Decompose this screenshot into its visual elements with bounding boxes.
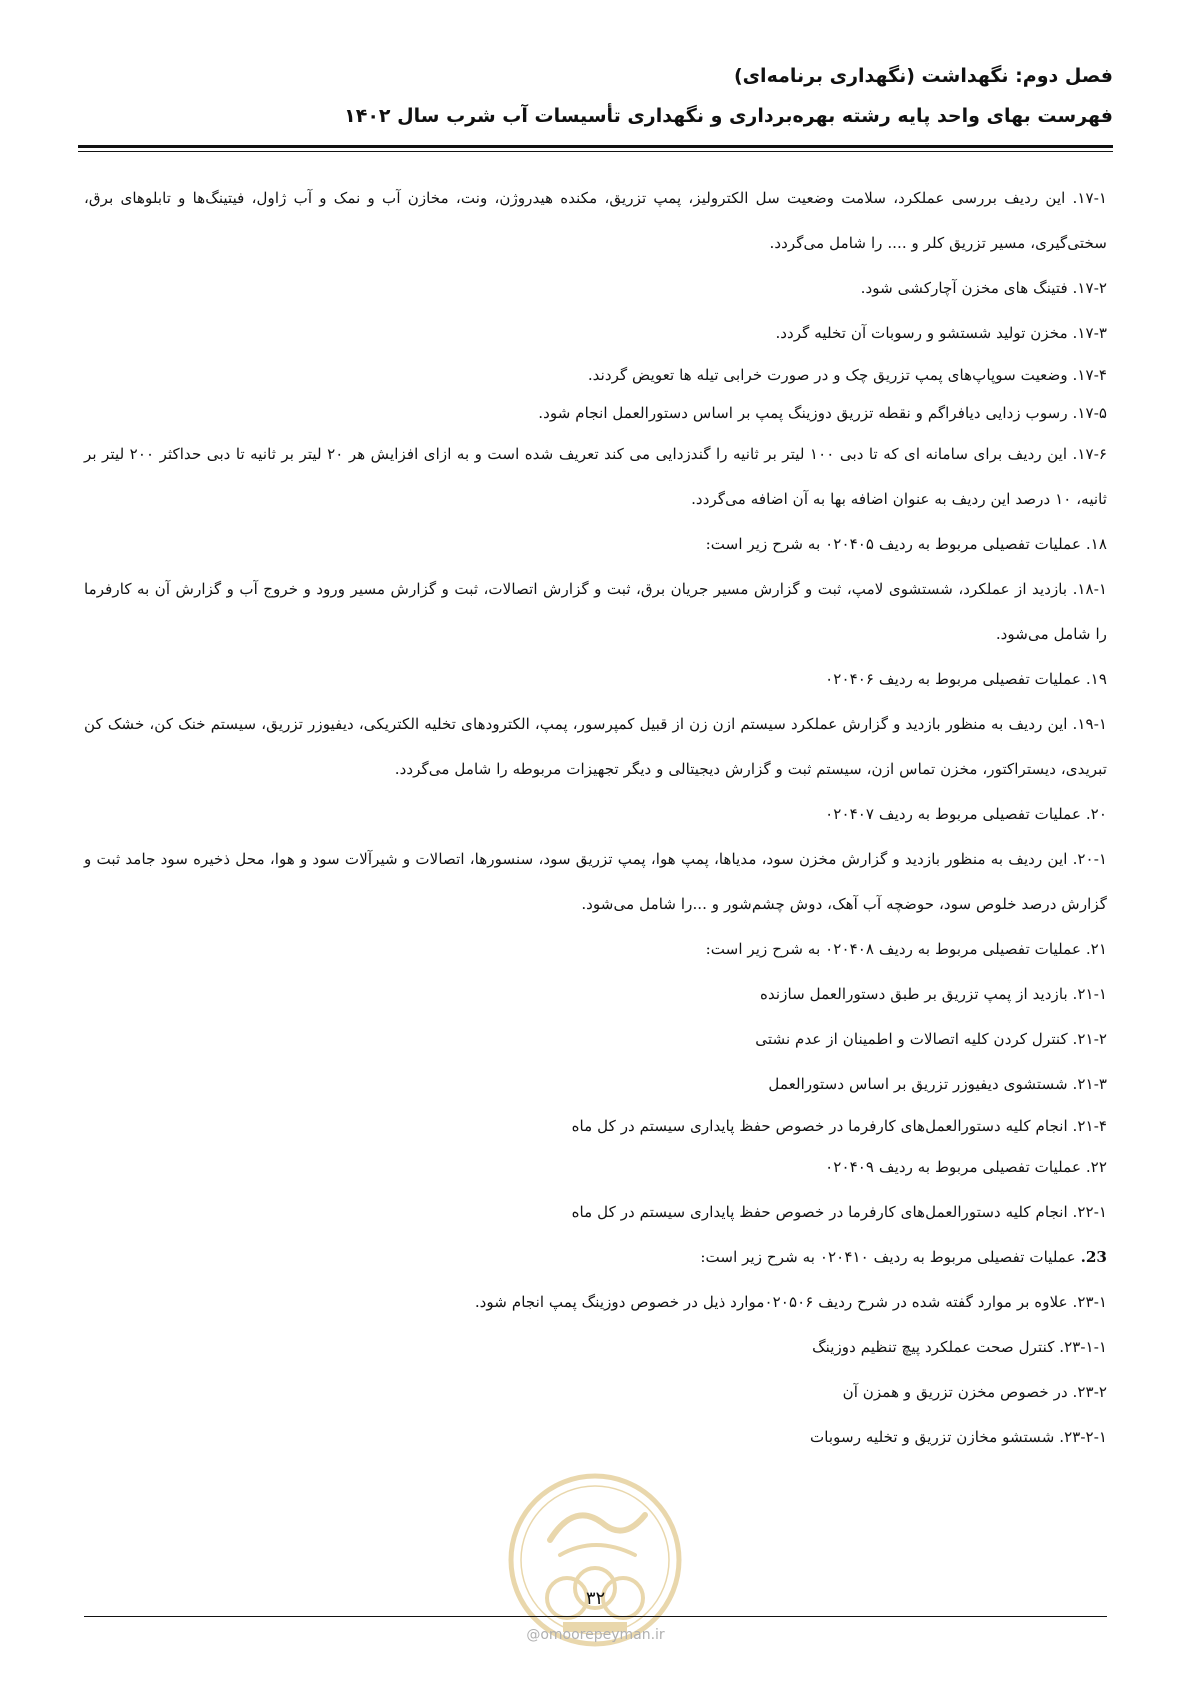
- paragraph: ۱۸-۱. بازدید از عملکرد، شستشوی لامپ، ثبت و گزارش مسیر جریان برق، ثبت و گزارش اتصالات، ثبت و گزارش مسیر ورود و خروج آب و گزارش آن به کارفرما را شامل می‌شود.: [84, 580, 1107, 643]
- paragraph: ۱۷-۳. مخزن تولید شستشو و رسوبات آن تخلیه گردد.: [775, 324, 1107, 342]
- paragraph: ۲۱-۳. شستشوی دیفیوزر تزریق بر اساس دستورالعمل: [768, 1075, 1107, 1093]
- section-heading: ۲۲. عملیات تفصیلی مربوط به ردیف ۰۲۰۴۰۹: [825, 1158, 1107, 1176]
- chapter-title: فصل دوم: نگهداشت (نگهداری برنامه‌ای): [733, 65, 1113, 87]
- site-watermark: @omoorepeyman.ir: [526, 1627, 665, 1643]
- paragraph: ۲۲-۱. انجام کلیه دستورالعمل‌های کارفرما در خصوص حفظ پایداری سیستم در کل ماه: [571, 1203, 1107, 1221]
- paragraph: ۲۱-۴. انجام کلیه دستورالعمل‌های کارفرما در خصوص حفظ پایداری سیستم در کل ماه: [571, 1117, 1107, 1135]
- section-number: 23.: [1080, 1248, 1107, 1266]
- section-heading: ۲۱. عملیات تفصیلی مربوط به ردیف ۰۲۰۴۰۸ به شرح زیر است:: [705, 940, 1107, 958]
- paragraph: ۱۹-۱. این ردیف به منظور بازدید و گزارش عملکرد سیستم ازن زن از قبیل کمپرسور، پمپ، الکترودهای تخلیه الکتریکی، دیفیوزر تزریق، سیستم خنک کن، خشک کن تبریدی، دیستراکتور، مخزن تماس ازن، سیستم ثبت و گزارش دیجیتالی و دیگر تجهیزات مربوطه را شامل می‌گردد.: [84, 715, 1107, 778]
- paragraph: ۱۷-۴. وضعیت سوپاپ‌های پمپ تزریق چک و در صورت خرابی تیله ها تعویض گردند.: [587, 366, 1107, 384]
- section-heading: ۱۹. عملیات تفصیلی مربوط به ردیف ۰۲۰۴۰۶: [825, 670, 1107, 688]
- paragraph: ۲۳-۱. علاوه بر موارد گفته شده در شرح ردیف ۰۲۰۵۰۶موارد ذیل در خصوص دوزینگ پمپ انجام شود.: [474, 1293, 1107, 1311]
- paragraph: ۱۷-۶. این ردیف برای سامانه ای که تا دبی ۱۰۰ لیتر بر ثانیه را گندزدایی می کند تعریف شده است و به ازای افزایش هر ۲۰ لیتر بر ثانیه تا دبی حداکثر ۲۰۰ لیتر بر ثانیه، ۱۰ درصد این ردیف به عنوان اضافه بها به آن اضافه می‌گردد.: [84, 445, 1107, 508]
- paragraph: ۲۳-۱-۱. کنترل صحت عملکرد پیچ تنظیم دوزینگ: [812, 1338, 1107, 1356]
- header-divider-thick: [78, 145, 1113, 148]
- document-body: [84, 176, 1107, 1460]
- header-divider-thin: [78, 151, 1113, 152]
- paragraph: ۲۳-۲-۱. شستشو مخازن تزریق و تخلیه رسوبات: [809, 1428, 1107, 1446]
- footer-divider: [84, 1616, 1107, 1617]
- paragraph: ۲۱-۲. کنترل کردن کلیه اتصالات و اطمینان از عدم نشتی: [755, 1030, 1107, 1048]
- paragraph: ۲۱-۱. بازدید از پمپ تزریق بر طبق دستورالعمل سازنده: [759, 985, 1107, 1003]
- section-heading-text: عملیات تفصیلی مربوط به ردیف ۰۲۰۴۱۰ به شرح زیر است:: [700, 1248, 1081, 1266]
- page-header: [78, 62, 1113, 130]
- document-title: فهرست بهای واحد پایه رشته بهره‌برداری و نگهداری تأسیسات آب شرب سال ۱۴۰۲: [344, 105, 1113, 127]
- section-heading: [84, 1235, 1107, 1280]
- page-number: ۳۲: [585, 1588, 606, 1609]
- paragraph: ۱۷-۱. این ردیف بررسی عملکرد، سلامت وضعیت سل الکترولیز، پمپ تزریق، مکنده هیدروژن، ونت، مخازن آب و نمک و آب ژاول، فیتینگ‌ها و تابلوهای برق، سختی‌گیری، مسیر تزریق کلر و .... را شامل می‌گردد.: [84, 189, 1107, 252]
- section-heading: ۲۰. عملیات تفصیلی مربوط به ردیف ۰۲۰۴۰۷: [825, 805, 1107, 823]
- paragraph: ۲۳-۲. در خصوص مخزن تزریق و همزن آن: [842, 1383, 1107, 1401]
- paragraph: ۱۷-۵. رسوب زدایی دیافراگم و نقطه تزریق دوزینگ پمپ بر اساس دستورالعمل انجام شود.: [538, 404, 1107, 422]
- paragraph: ۲۰-۱. این ردیف به منظور بازدید و گزارش مخزن سود، مدیاها، پمپ هوا، پمپ تزریق سود، سنسورها، اتصالات و شیرآلات سود و هوا، محل ذخیره سود جامد ثبت و گزارش درصد خلوص سود، حوضچه آب آهک، دوش چشم‌شور و ...را شامل می‌شود.: [84, 850, 1107, 913]
- logo-watermark-icon: [505, 1470, 685, 1650]
- section-heading: ۱۸. عملیات تفصیلی مربوط به ردیف ۰۲۰۴۰۵ به شرح زیر است:: [705, 535, 1107, 553]
- paragraph: ۱۷-۲. فتینگ های مخزن آچارکشی شود.: [860, 279, 1107, 297]
